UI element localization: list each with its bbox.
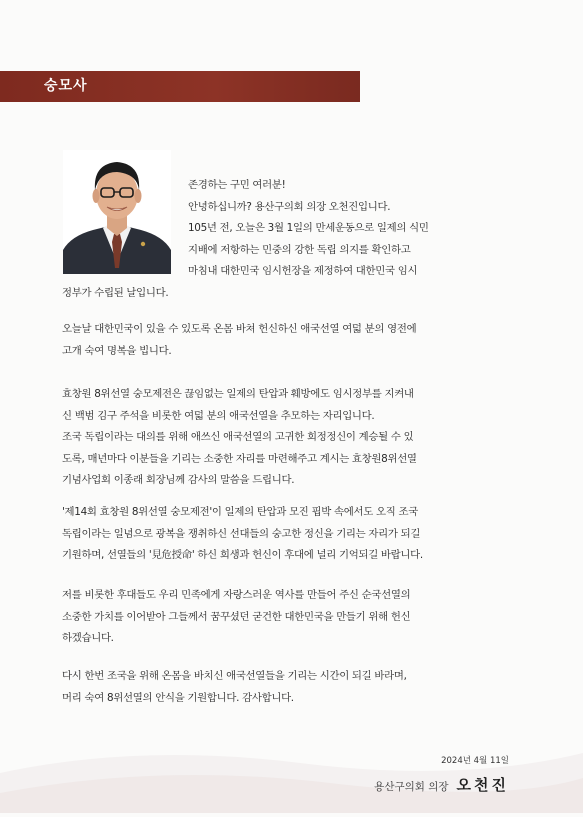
background-wave-decoration: [0, 733, 583, 813]
paragraph-line: 다시 한번 조국을 위해 온몸을 바치신 애국선열들을 기리는 시간이 되길 바라며,: [62, 670, 407, 682]
paragraph-2: [62, 319, 508, 362]
paragraph-3: [62, 384, 508, 492]
paragraph-line: '제14회 효창원 8위선열 숭모제전'이 일제의 탄압과 모진 핍박 속에서도 오직 조국: [62, 506, 418, 518]
signer-name: 오천진: [456, 776, 509, 794]
paragraph-line: 지배에 저항하는 민중의 강한 독립 의지를 확인하고: [188, 243, 411, 256]
letter-date: 2024년 4월 11일: [441, 756, 509, 766]
paragraph-line: 소중한 가치를 이어받아 그들께서 꿈꾸셨던 굳건한 대한민국을 만들기 위해 헌신: [62, 610, 411, 623]
signature-block: [374, 774, 509, 795]
paragraph-line: 효창원 8위선열 숭모제전은 끊임없는 일제의 탄압과 훼방에도 임시정부를 지켜내: [62, 388, 414, 400]
paragraph-line: 오늘날 대한민국이 있을 수 있도록 온몸 바쳐 헌신하신 애국선열 여덟 분의 영전에: [62, 323, 417, 335]
letter-opening: [62, 175, 508, 304]
signer-position: 용산구의회 의장: [374, 781, 449, 793]
paragraph-line: 기원하며, 선열들의 '見危授命' 하신 희생과 헌신이 후대에 널리 기억되길 바랍니다.: [62, 549, 423, 561]
paragraph-line: 신 백범 김구 주석을 비롯한 여덟 분의 애국선열을 추모하는 자리입니다.: [62, 409, 375, 422]
paragraph-line: 독립이라는 일념으로 광복을 쟁취하신 선대들의 숭고한 정신을 기리는 자리가 되길: [62, 527, 421, 540]
intro-line: 안녕하십니까? 용산구의회 의장 오천진입니다.: [188, 200, 391, 213]
paragraph-line: 기념사업회 이종래 회장님께 감사의 말씀을 드립니다.: [62, 474, 295, 486]
paragraph-line: 머리 숙여 8위선열의 안식을 기원합니다. 감사합니다.: [62, 691, 294, 704]
paragraph-6: [62, 666, 508, 709]
paragraph-line: 조국 독립이라는 대의를 위해 애쓰신 애국선열의 고귀한 희정정신이 계승될 수 있: [62, 431, 414, 443]
paragraph-line: 저를 비롯한 후대들도 우리 민족에게 자랑스러운 역사를 만들어 주신 순국선열의: [62, 589, 411, 601]
paragraph-5: [62, 585, 508, 650]
greeting-line: 존경하는 구민 여러분!: [188, 179, 286, 191]
section-title: 숭모사: [44, 78, 88, 94]
paragraph-line: 고개 숙여 명복을 빕니다.: [62, 344, 172, 357]
paragraph-line: 정부가 수립된 날입니다.: [62, 286, 169, 299]
paragraph-line: 105년 전, 오늘은 3월 1일의 만세운동으로 일제의 식민: [188, 222, 429, 234]
paragraph-line: 하겠습니다.: [62, 632, 114, 644]
section-header-band: [0, 71, 360, 102]
paragraph-line: 마침내 대한민국 임시헌장을 제정하여 대한민국 임시: [188, 265, 418, 277]
paragraph-4: [62, 502, 508, 567]
paragraph-line: 도록, 매년마다 이분들을 기리는 소중한 자리를 마련해주고 계시는 효창원8위선열: [62, 452, 417, 465]
